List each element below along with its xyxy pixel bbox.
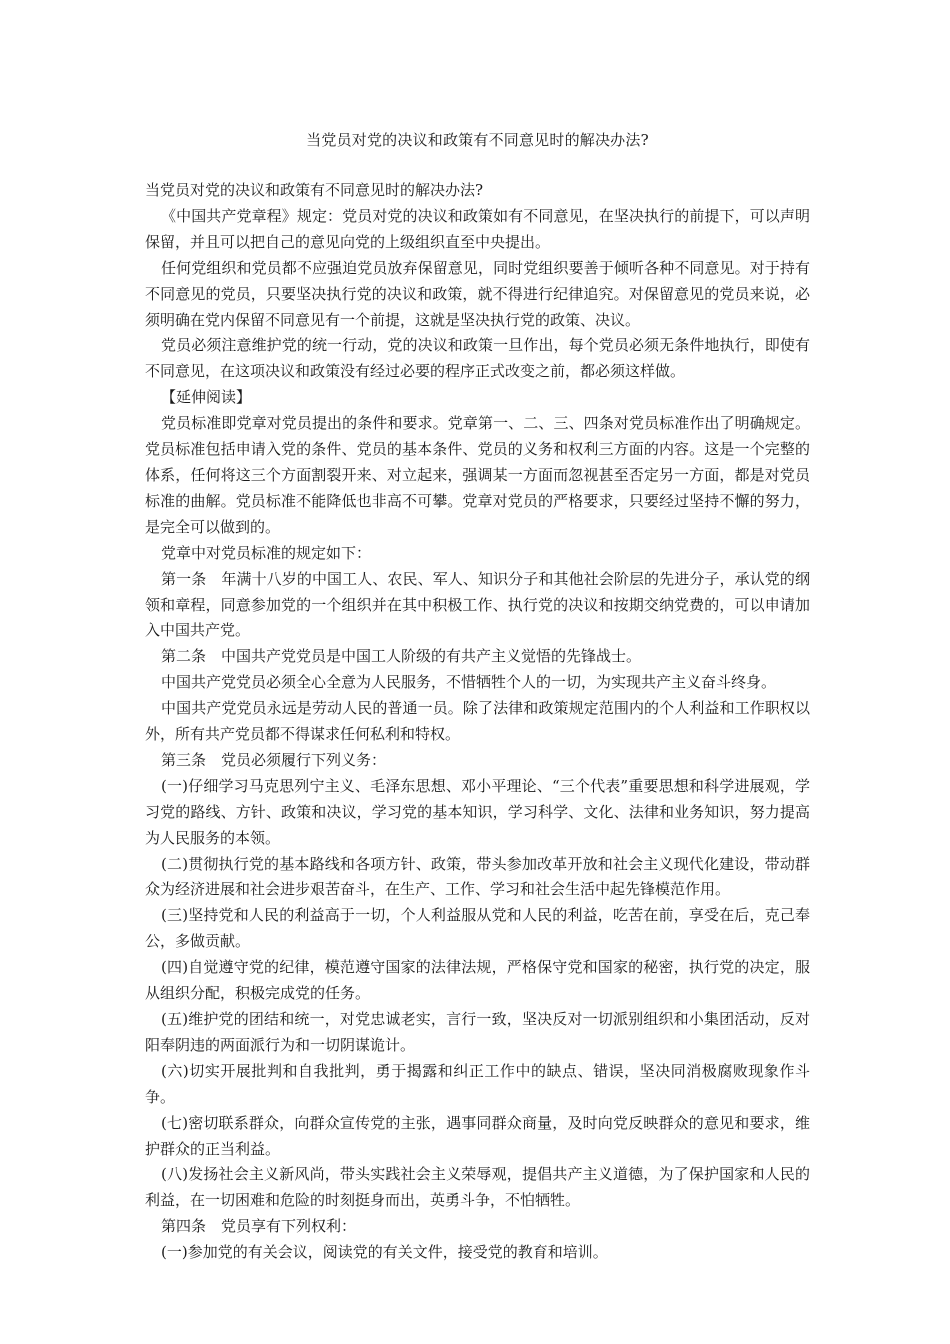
paragraph: 中国共产党党员必须全心全意为人民服务，不惜牺牲个人的一切，为实现共产主义奋斗终身。 — [161, 673, 777, 692]
section-heading: 【延伸阅读】 — [161, 388, 252, 407]
paragraph: (六)切实开展批判和自我批判，勇于揭露和纠正工作中的缺点、错误，坚决同消极腐败现象作斗争。 — [145, 1061, 810, 1106]
paragraph: 当党员对党的决议和政策有不同意见时的解决办法? — [145, 181, 484, 199]
paragraph: (三)坚持党和人民的利益高于一切，个人利益服从党和人民的利益，吃苦在前，享受在后，克己奉公，多做贡献。 — [145, 906, 810, 951]
paragraph: 任何党组织和党员都不应强迫党员放弃保留意见，同时党组织要善于倾听各种不同意见。对于持有不同意见的党员，只要坚决执行党的决议和政策，就不得进行纪律追究。对保留意见的党员来说，必须明确在党内保留不同意见有一个前提，这就是坚决执行党的政策、决议。 — [145, 258, 810, 329]
document-title: 当党员对党的决议和政策有不同意见时的解决办法? — [306, 131, 649, 149]
paragraph: 第二条 中国共产党党员是中国工人阶级的有共产主义觉悟的先锋战士。 — [161, 647, 642, 666]
paragraph: (七)密切联系群众，向群众宣传党的主张，遇事同群众商量，及时向党反映群众的意见和要求，维护群众的正当利益。 — [145, 1113, 810, 1158]
paragraph: 党员标准即党章对党员提出的条件和要求。党章第一、二、三、四条对党员标准作出了明确规定。党员标准包括申请入党的条件、党员的基本条件、党员的义务和权利三方面的内容。这是一个完整的体系，任何将这三个方面割裂开来、对立起来，强调某一方面而忽视甚至否定另一方面，都是对党员标准的曲解。党员标准不能降低也非高不可攀。党章对党员的严格要求，只要经过坚持不懈的努力，是完全可以做到的。 — [145, 414, 810, 536]
paragraph: (五)维护党的团结和统一，对党忠诚老实，言行一致，坚决反对一切派别组织和小集团活动，反对阳奉阴违的两面派行为和一切阴谋诡计。 — [145, 1010, 810, 1054]
paragraph: (一)参加党的有关会议，阅读党的有关文件，接受党的教育和培训。 — [161, 1243, 608, 1262]
paragraph: 党章中对党员标准的规定如下： — [161, 543, 372, 562]
document-body — [145, 178, 810, 1266]
paragraph: 党员必须注意维护党的统一行动，党的决议和政策一旦作出，每个党员必须无条件地执行，即使有不同意见，在这项决议和政策没有经过必要的程序正式改变之前，都必须这样做。 — [145, 336, 810, 381]
paragraph: 第四条 党员享有下列权利： — [161, 1217, 357, 1236]
paragraph: (二)贯彻执行党的基本路线和各项方针、政策，带头参加改革开放和社会主义现代化建设，带动群众为经济进展和社会进步艰苦奋斗，在生产、工作、学习和社会生活中起先锋模范作用。 — [145, 854, 810, 899]
paragraph: 中国共产党党员永远是劳动人民的普通一员。除了法律和政策规定范围内的个人利益和工作职权以外，所有共产党员都不得谋求任何私利和特权。 — [145, 699, 810, 744]
paragraph: 第一条 年满十八岁的中国工人、农民、军人、知识分子和其他社会阶层的先进分子，承认党的纲领和章程，同意参加党的一个组织并在其中积极工作、执行党的决议和按期交纳党费的，可以申请加入中国共产党。 — [145, 569, 810, 640]
paragraph: (一)仔细学习马克思列宁主义、毛泽东思想、邓小平理论、“三个代表”重要思想和科学进展观，学习党的路线、方针、政策和决议，学习党的基本知识，学习科学、文化、法律和业务知识，努力提高为人民服务的本领。 — [145, 776, 810, 847]
paragraph: (八)发扬社会主义新风尚，带头实践社会主义荣辱观，提倡共产主义道德，为了保护国家和人民的利益，在一切困难和危险的时刻挺身而出，英勇斗争，不怕牺牲。 — [145, 1165, 810, 1210]
paragraph: 《中国共产党章程》规定：党员对党的决议和政策如有不同意见，在坚决执行的前提下，可以声明保留，并且可以把自己的意见向党的上级组织直至中央提出。 — [145, 206, 810, 251]
paragraph: (四)自觉遵守党的纪律，模范遵守国家的法律法规，严格保守党和国家的秘密，执行党的决定，服从组织分配，积极完成党的任务。 — [145, 958, 810, 1003]
paragraph: 第三条 党员必须履行下列义务： — [161, 750, 387, 769]
